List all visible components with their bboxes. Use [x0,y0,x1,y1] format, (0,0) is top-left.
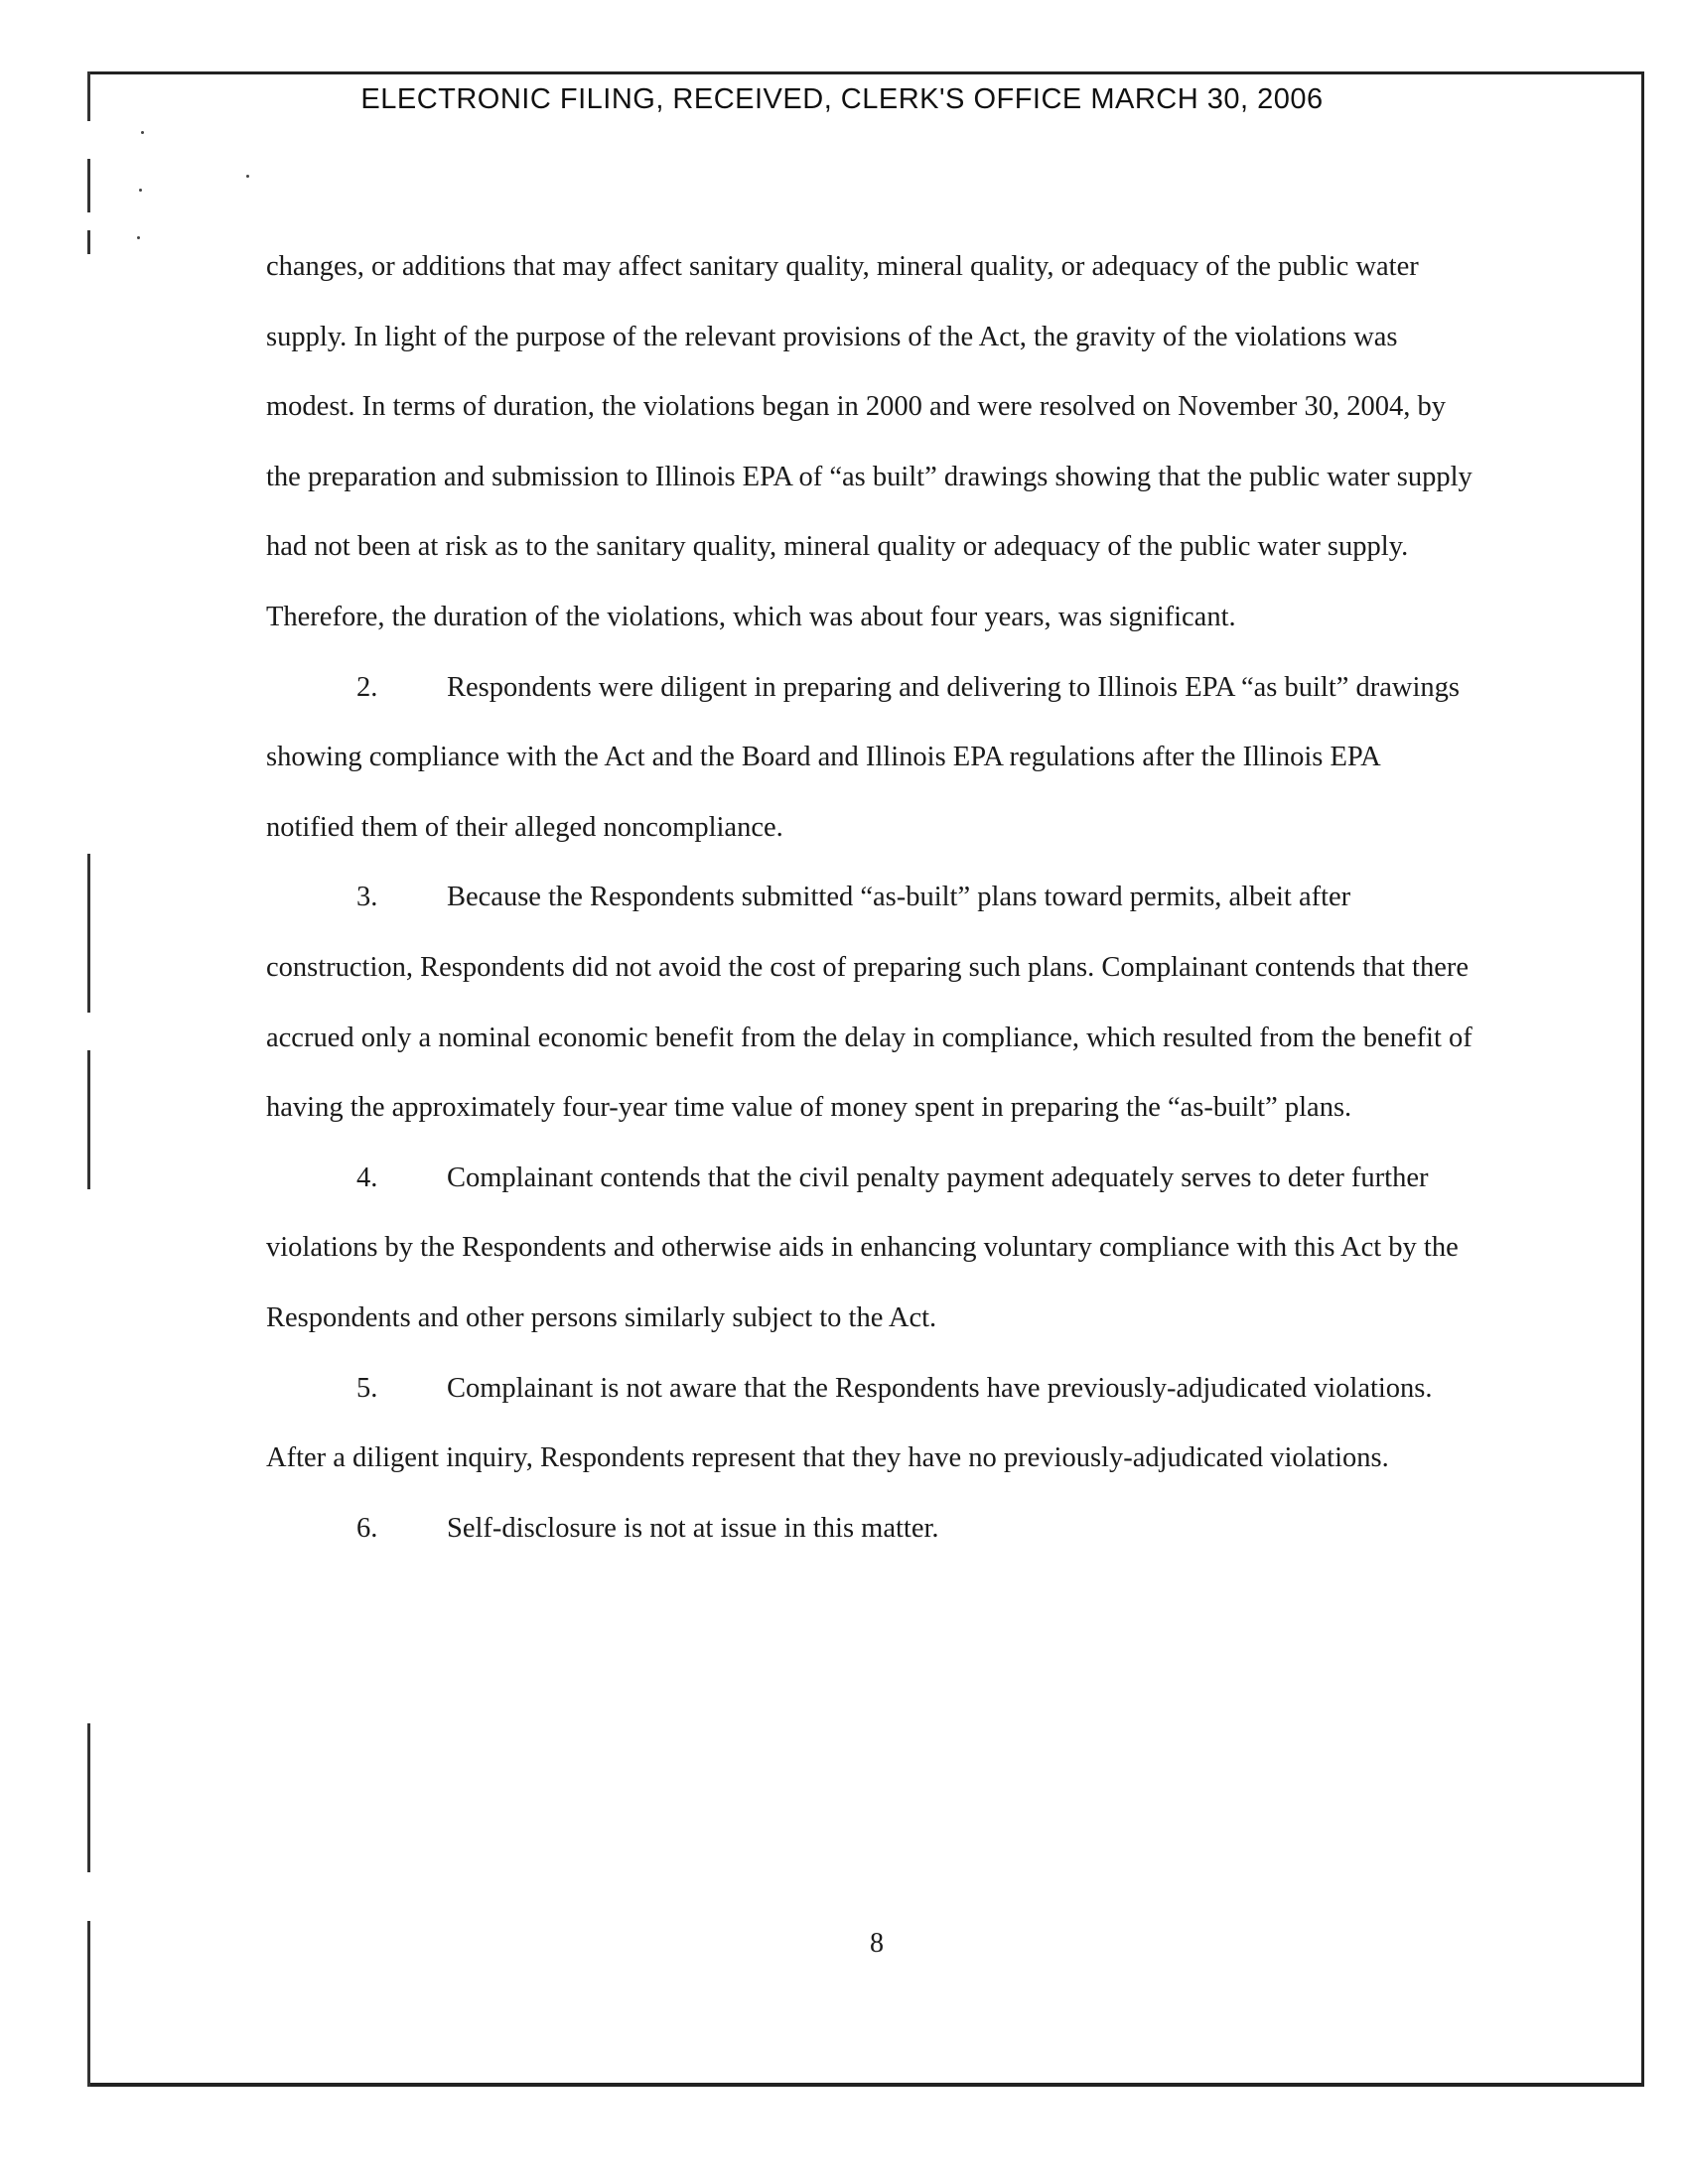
paragraph-number: 5. [356,1372,378,1404]
scan-speck [246,175,249,178]
scan-speck [137,236,140,239]
border-fragment [87,1723,90,1872]
paragraph-number: 6. [356,1512,378,1544]
paragraph-number: 3. [356,882,378,913]
numbered-paragraph-3 [266,863,1473,1143]
numbered-paragraph-2 [266,653,1473,864]
paragraph-text: Complainant is not aware that the Respondents have previously-adjudicated violations. After a diligent inquiry, Respondents represent that they have no previously-adjudicated violations. [266,1372,1433,1474]
border-fragment [87,230,90,254]
border-fragment [87,854,90,1013]
paragraph-text: Respondents were diligent in preparing and delivering to Illinois EPA “as built” drawings showing compliance with the Act and the Board and Illinois EPA regulations after the Illinois EPA notified them of their alleged noncompliance. [266,671,1461,843]
filing-stamp: ELECTRONIC FILING, RECEIVED, CLERK'S OFFICE MARCH 30, 2006 [360,83,1324,115]
border-fragment [87,1050,90,1189]
document-body [266,232,1473,1564]
paragraph-number: 2. [356,671,378,703]
paragraph-text: Complainant contends that the civil penalty payment adequately serves to deter further violations by the Respondents and otherwise aids in enhancing voluntary compliance with this Act by the Respondents and other persons similarly subject to the Act. [266,1161,1459,1333]
numbered-paragraph-4 [266,1144,1473,1354]
paragraph-text: Self-disclosure is not at issue in this matter. [447,1512,939,1544]
scan-speck [141,131,144,134]
numbered-paragraph-6 [266,1494,1473,1565]
continuation-paragraph: changes, or additions that may affect sanitary quality, mineral quality, or adequacy of the public water supply. In light of the purpose of the relevant provisions of the Act, the gravity of the violations was modest. In terms of duration, the violations began in 2000 and were resolved on November 30, 2004, by the preparation and submission to Illinois EPA of “as built” drawings showing that the public water supply had not been at risk as to the sanitary quality, mineral quality or adequacy of the public water supply. Therefore, the duration of the violations, which was about four years, was significant. [266,251,1473,632]
page-number: 8 [870,1928,884,1959]
paragraph-text: Because the Respondents submitted “as-built” plans toward permits, albeit after construction, Respondents did not avoid the cost of preparing such plans. Complainant contends that there accrued only a nominal economic benefit from the delay in compliance, which resulted from the benefit of having the approximately four-year time value of money spent in preparing the “as-built” plans. [266,882,1473,1124]
border-fragment [87,159,90,212]
scan-speck [139,189,142,192]
numbered-paragraph-5 [266,1354,1473,1494]
paragraph-number: 4. [356,1161,378,1193]
